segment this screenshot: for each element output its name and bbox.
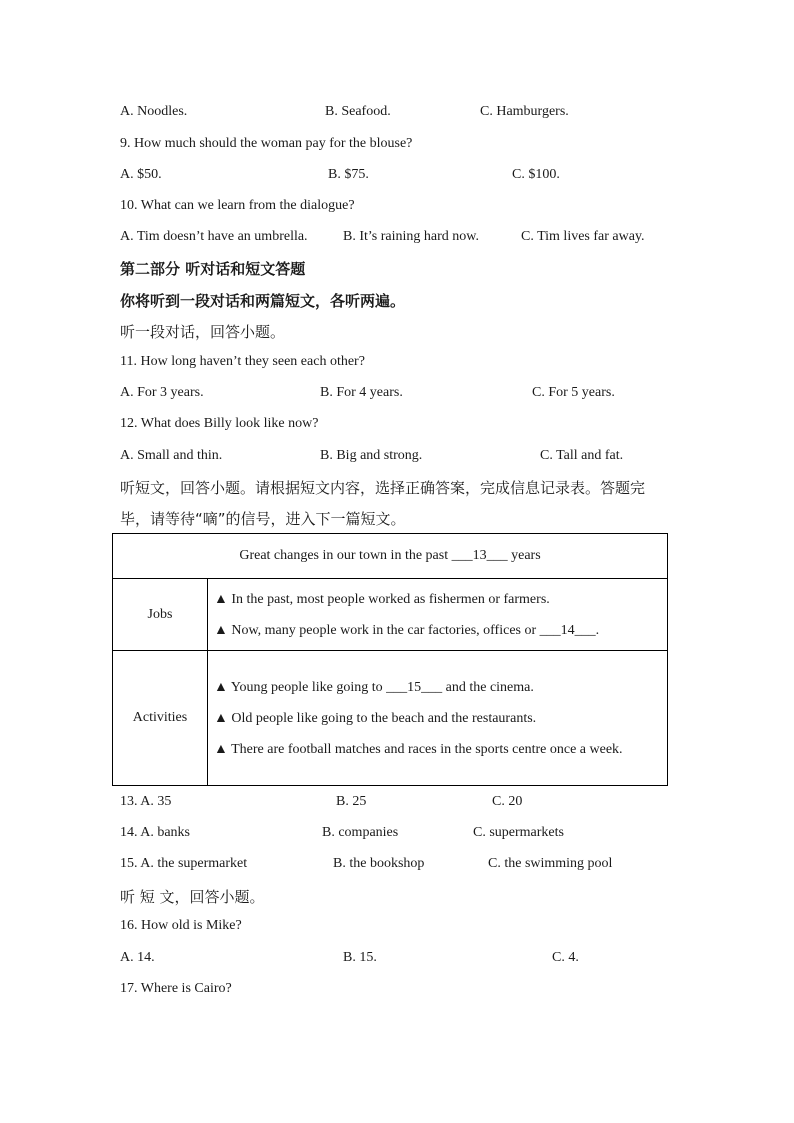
q15-option-c: C. the swimming pool [488,856,613,871]
q11-question: 11. How long haven’t they seen each other? [120,354,365,369]
jobs-item-2: ▲ Now, many people work in the car factories, offices or ___14___. [214,622,600,638]
q15-option-a: 15. A. the supermarket [120,856,248,871]
q12-option-a: A. Small and thin. [120,448,223,463]
q9-option-b: B. $75. [328,167,369,182]
q15-option-b: B. the bookshop [333,856,425,871]
section1-instruction: 听一段对话，回答小题。 [120,323,286,341]
q12-question: 12. What does Billy look like now? [120,416,319,431]
q8-option-a: A. Noodles. [120,104,188,119]
q11-option-c: C. For 5 years. [532,385,615,400]
activities-item-2: ▲ Old people like going to the beach and the restaurants. [214,710,537,726]
part2-title: 第二部分 听对话和短文答题 [120,260,306,278]
q9-option-a: A. $50. [120,167,162,182]
jobs-cell [208,579,668,651]
info-record-table [112,533,668,786]
q13-option-c: C. 20 [492,794,523,809]
q13-option-b: B. 25 [336,794,367,809]
activities-cell [208,651,668,786]
section3-instruction: 听 短 文，回答小题。 [120,888,265,906]
q14-option-c: C. supermarkets [473,825,564,840]
section2-instruction-line1: 听短文，回答小题。请根据短文内容，选择正确答案，完成信息记录表。答题完 [120,479,646,497]
q12-option-c: C. Tall and fat. [540,448,624,463]
q10-option-c: C. Tim lives far away. [521,229,645,244]
q10-option-a: A. Tim doesn’t have an umbrella. [120,229,308,244]
row-label-activities: Activities [113,651,208,786]
jobs-item-1: ▲ In the past, most people worked as fishermen or farmers. [214,591,550,607]
q11-option-a: A. For 3 years. [120,385,204,400]
row-label-jobs: Jobs [113,579,208,651]
q16-option-a: A. 14. [120,950,155,965]
q10-question: 10. What can we learn from the dialogue? [120,198,355,213]
q8-option-b: B. Seafood. [325,104,391,119]
q17-question: 17. Where is Cairo? [120,981,232,996]
q11-option-b: B. For 4 years. [320,385,403,400]
part2-instruction: 你将听到一段对话和两篇短文，各听两遍。 [120,292,406,310]
q16-option-c: C. 4. [552,950,579,965]
activities-item-3: ▲ There are football matches and races in the sports centre once a week. [214,741,623,757]
table-header: Great changes in our town in the past ___13___ years [113,534,668,579]
q14-option-a: 14. A. banks [120,825,190,840]
q10-option-b: B. It’s raining hard now. [343,229,479,244]
q9-question: 9. How much should the woman pay for the blouse? [120,136,413,151]
q16-option-b: B. 15. [343,950,377,965]
q8-option-c: C. Hamburgers. [480,104,569,119]
section2-instruction-line2: 毕，请等待“嘀”的信号，进入下一篇短文。 [120,510,406,528]
q9-option-c: C. $100. [512,167,560,182]
q16-question: 16. How old is Mike? [120,918,242,933]
activities-item-1: ▲ Young people like going to ___15___ and the cinema. [214,679,534,695]
q12-option-b: B. Big and strong. [320,448,423,463]
q13-option-a: 13. A. 35 [120,794,172,809]
q14-option-b: B. companies [322,825,399,840]
